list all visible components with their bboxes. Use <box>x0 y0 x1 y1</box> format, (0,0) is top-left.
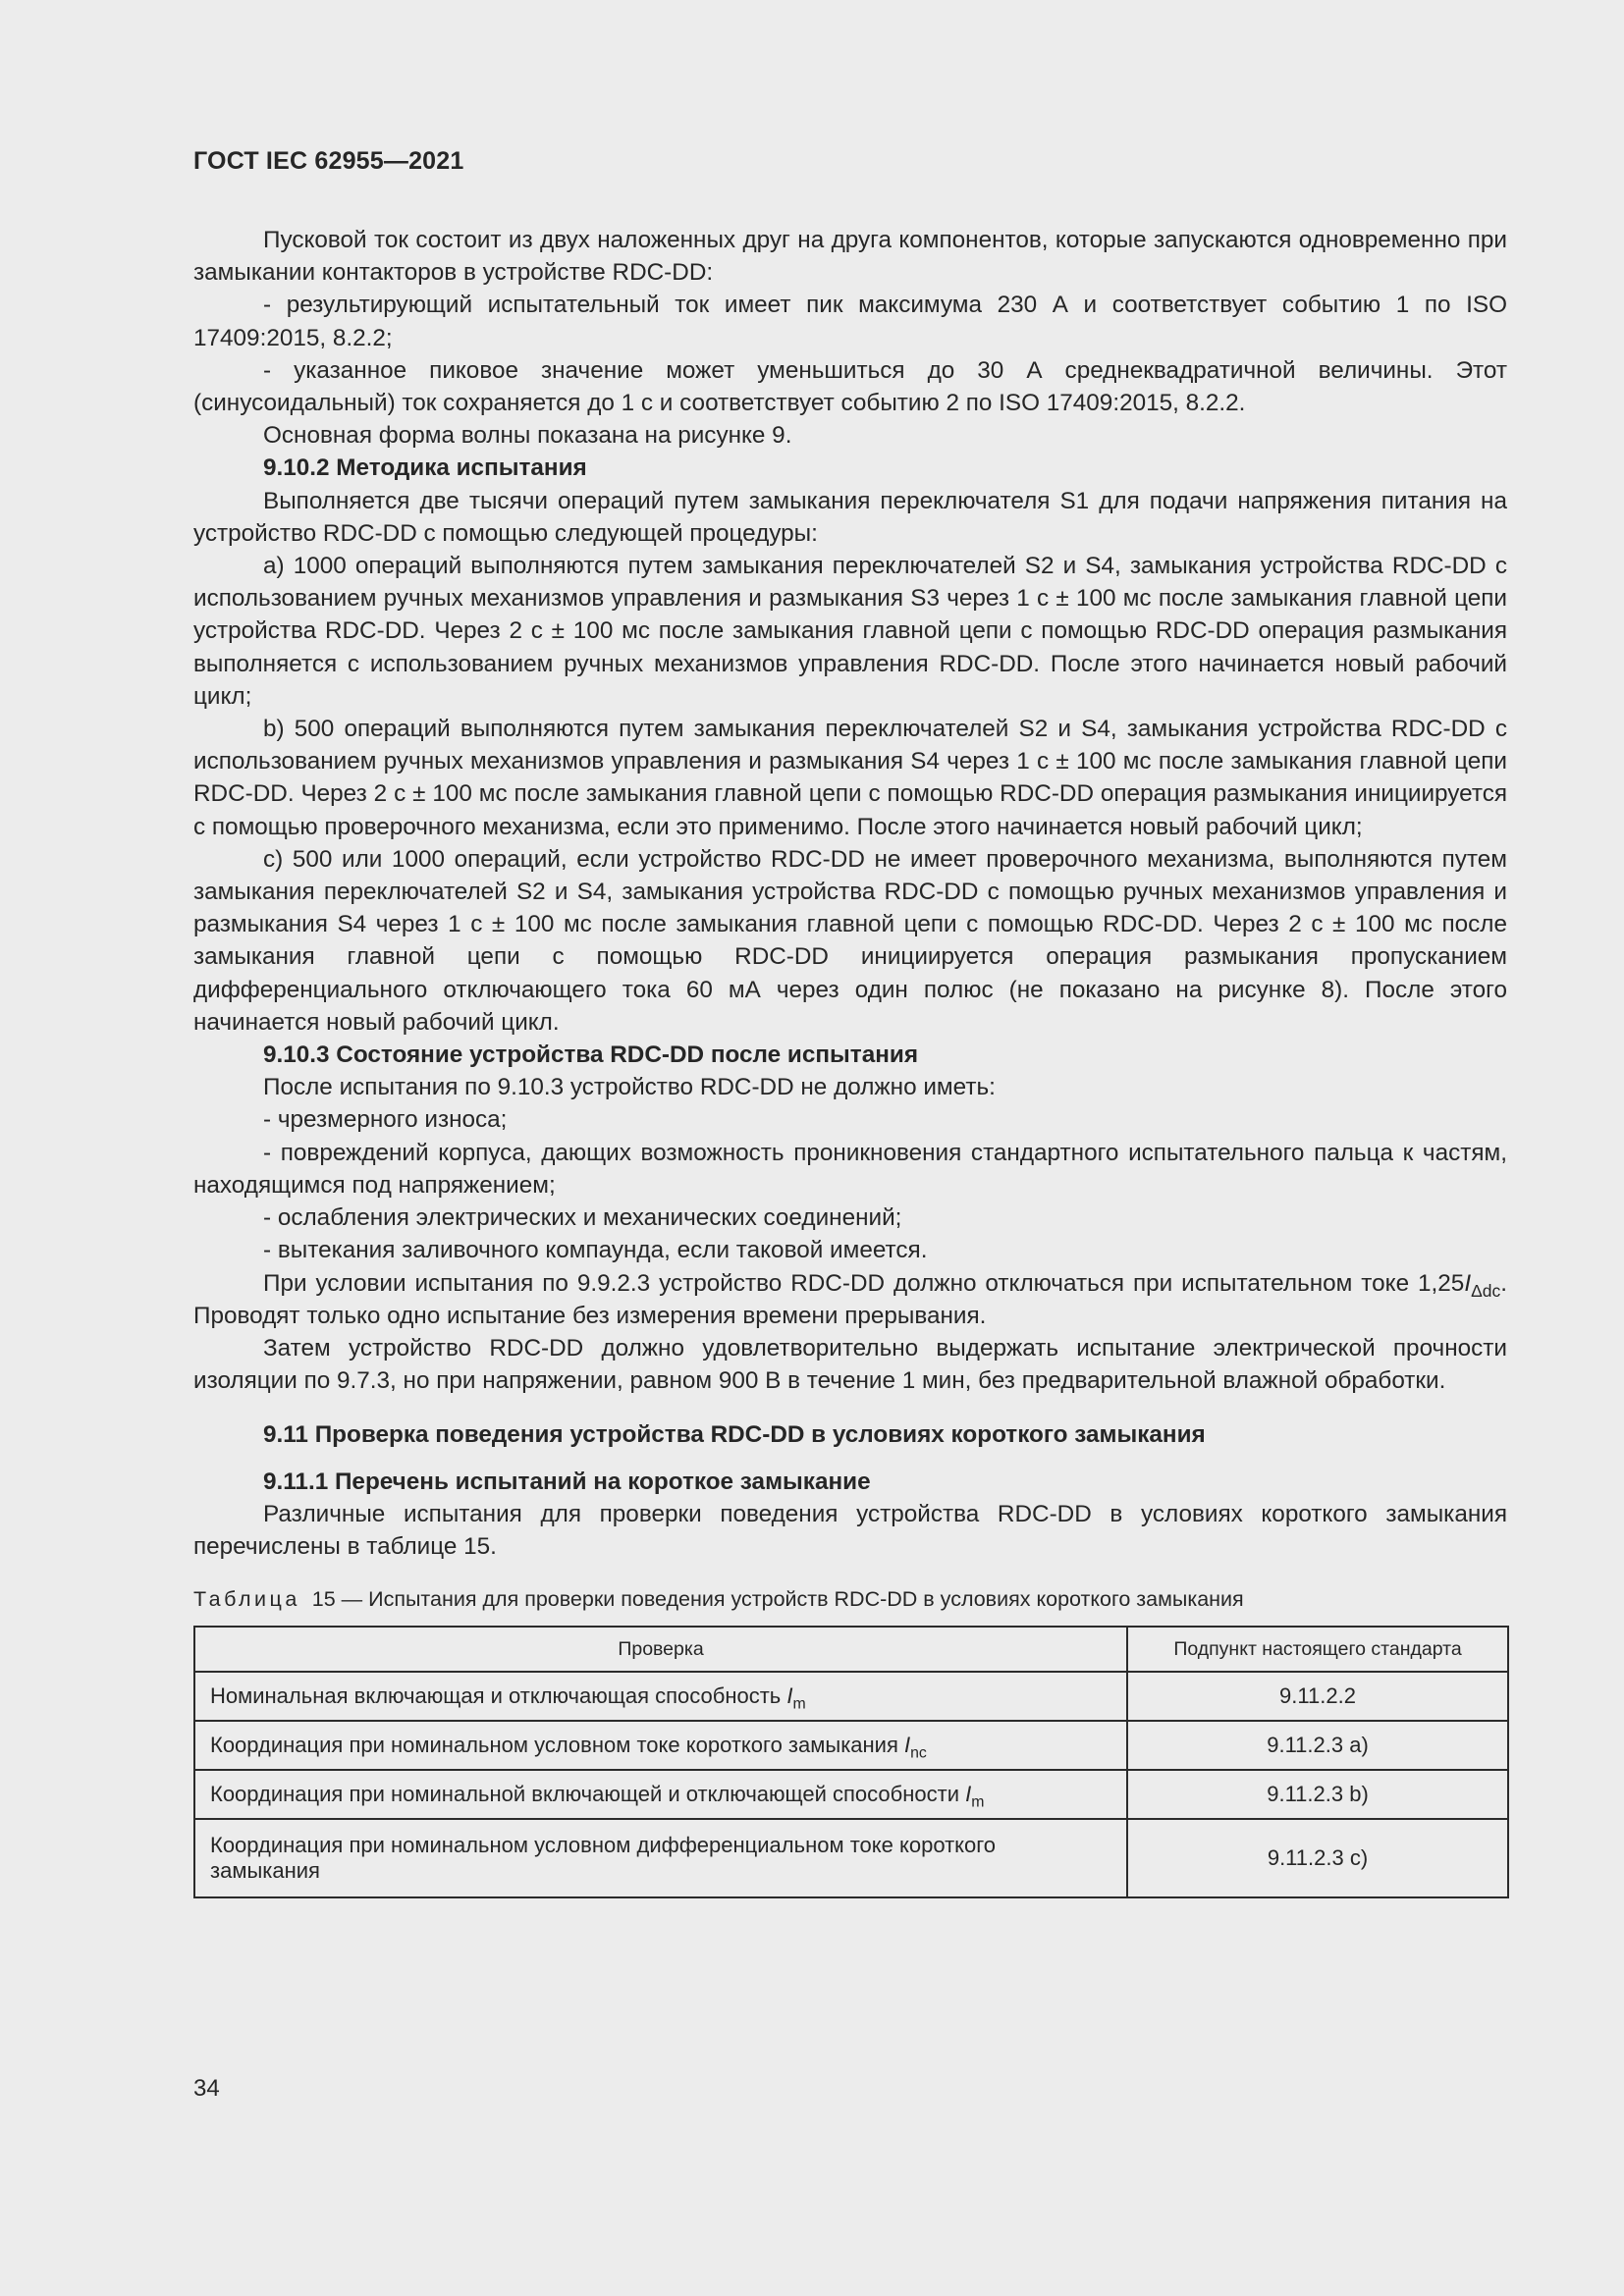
section-heading-9-11-1: 9.11.1 Перечень испытаний на короткое замыкание <box>263 1468 871 1495</box>
page-number: 34 <box>193 2075 220 2102</box>
document-header: ГОСТ IEC 62955—2021 <box>193 147 464 175</box>
section-heading-9-10-2: 9.10.2 Методика испытания <box>263 454 587 482</box>
list-item: - результирующий испытательный ток имеет пик максимума 230 А и соответствует событию 1 по ISO 17409:2015, 8.2.2; <box>193 292 1507 351</box>
table-cell-subclause: 9.11.2.2 <box>1127 1672 1508 1721</box>
paragraph: Различные испытания для проверки поведения устройства RDC-DD в условиях короткого замыкания перечислены в таблице 15. <box>193 1500 1507 1560</box>
paragraph-text: При условии испытания по 9.9.2.3 устройство RDC-DD должно отключаться при испытательном токе 1,25 <box>263 1269 1465 1297</box>
list-item: a) 1000 операций выполняются путем замыкания переключателей S2 и S4, замыкания устройства RDC-DD с использованием ручных механизмов управления и размыкания S3 через 1 с ± 100 мс после замыкания главной цепи устройства RDC-DD. Через 2 с ± 100 мс после замыкания главной цепи с помощью RDC-DD операция размыкания выполняется с использованием ручных механизмов управления RDC-DD. После этого начинается новый рабочий цикл; <box>193 553 1507 710</box>
list-item: - вытекания заливочного компаунда, если таковой имеется. <box>263 1237 928 1264</box>
table-cell-check: Координация при номинальном условном дифференциальном токе короткого замыкания <box>194 1819 1127 1897</box>
cell-text: Номинальная включающая и отключающая способность <box>210 1683 787 1709</box>
table-header-row <box>194 1627 1508 1672</box>
paragraph <box>193 1267 1507 1332</box>
current-symbol: I <box>904 1733 911 1758</box>
current-symbol: I <box>1464 1269 1472 1297</box>
section-heading-9-10-3: 9.10.3 Состояние устройства RDC-DD после испытания <box>263 1041 919 1069</box>
table-row <box>194 1819 1508 1897</box>
column-header-subclause: Подпункт настоящего стандарта <box>1127 1627 1508 1672</box>
current-symbol: I <box>786 1683 793 1709</box>
section-heading-9-11: 9.11 Проверка поведения устройства RDC-DD в условиях короткого замыкания <box>263 1421 1206 1449</box>
table-cell-subclause: 9.11.2.3 b) <box>1127 1770 1508 1819</box>
table-caption-label: Таблица <box>193 1587 300 1612</box>
table-caption-text: 15 — Испытания для проверки поведения устройств RDC-DD в условиях короткого замыкания <box>311 1587 1244 1612</box>
paragraph: После испытания по 9.10.3 устройство RDC-DD не должно иметь: <box>263 1074 996 1101</box>
table-caption <box>193 1584 1507 1614</box>
table-row <box>194 1770 1508 1819</box>
document-body <box>193 224 1507 1898</box>
paragraph: Затем устройство RDC-DD должно удовлетворительно выдержать испытание электрической прочности изоляции по 9.7.3, но при напряжении, равном 900 В в течение 1 мин, без предварительной влажной обработки. <box>193 1334 1507 1395</box>
table-cell-check <box>194 1721 1127 1770</box>
list-item: - чрезмерного износа; <box>263 1106 508 1134</box>
paragraph: Пусковой ток состоит из двух наложенных друг на друга компонентов, которые запускаются одновременно при замыкании контакторов в устройстве RDC-DD: <box>193 227 1507 287</box>
paragraph: Основная форма волны показана на рисунке 9. <box>263 422 792 450</box>
paragraph-text: . Проводят только одно испытание без измерения времени прерывания. <box>193 1269 1507 1329</box>
table-cell-check <box>194 1770 1127 1819</box>
cell-text: Координация при номинальном условном токе короткого замыкания <box>210 1733 904 1758</box>
list-item: b) 500 операций выполняются путем замыкания переключателей S2 и S4, замыкания устройства RDC-DD с использованием ручных механизмов управления и размыкания S4 через 1 с ± 100 мс после замыкания главной цепи RDC-DD. Через 2 с ± 100 мс после замыкания главной цепи с помощью RDC-DD операция размыкания инициируется с помощью проверочного механизма, если это применимо. После этого начинается новый рабочий цикл; <box>193 716 1507 840</box>
table-row <box>194 1721 1508 1770</box>
current-subscript: m <box>971 1793 985 1811</box>
cell-text: Координация при номинальной включающей и отключающей способности <box>210 1782 966 1807</box>
table-cell-subclause: 9.11.2.3 a) <box>1127 1721 1508 1770</box>
list-item: c) 500 или 1000 операций, если устройство RDC-DD не имеет проверочного механизма, выполняются путем замыкания переключателей S2 и S4, замыкания устройства RDC-DD с помощью ручных механизмов управления и размыкания S4 через 1 с ± 100 мс после замыкания главной цепи с помощью RDC-DD. Через 2 с ± 100 мс после замыкания главной цепи с помощью RDC-DD инициируется операция размыкания пропусканием дифференциального отключающего тока 60 мА через один полюс (не показано на рисунке 8). После этого начинается новый рабочий цикл. <box>193 845 1507 1036</box>
tests-table <box>193 1626 1509 1898</box>
current-subscript: m <box>792 1695 806 1713</box>
list-item: - ослабления электрических и механических соединений; <box>263 1204 902 1232</box>
table-cell-check <box>194 1672 1127 1721</box>
table-cell-subclause: 9.11.2.3 c) <box>1127 1819 1508 1897</box>
paragraph: Выполняется две тысячи операций путем замыкания переключателя S1 для подачи напряжения питания на устройство RDC-DD с помощью следующей процедуры: <box>193 487 1507 547</box>
current-subscript: Δdc <box>1471 1280 1501 1301</box>
list-item: - указанное пиковое значение может уменьшиться до 30 А среднеквадратичной величины. Этот (синусоидальный) ток сохраняется до 1 с и соответствует событию 2 по ISO 17409:2015, 8.2.2. <box>193 356 1507 417</box>
table-row <box>194 1672 1508 1721</box>
current-symbol: I <box>965 1782 972 1807</box>
list-item: - повреждений корпуса, дающих возможность проникновения стандартного испытательного пальца к частям, находящимся под напряжением; <box>193 1139 1507 1199</box>
current-subscript: nc <box>910 1744 927 1762</box>
column-header-check: Проверка <box>194 1627 1127 1672</box>
